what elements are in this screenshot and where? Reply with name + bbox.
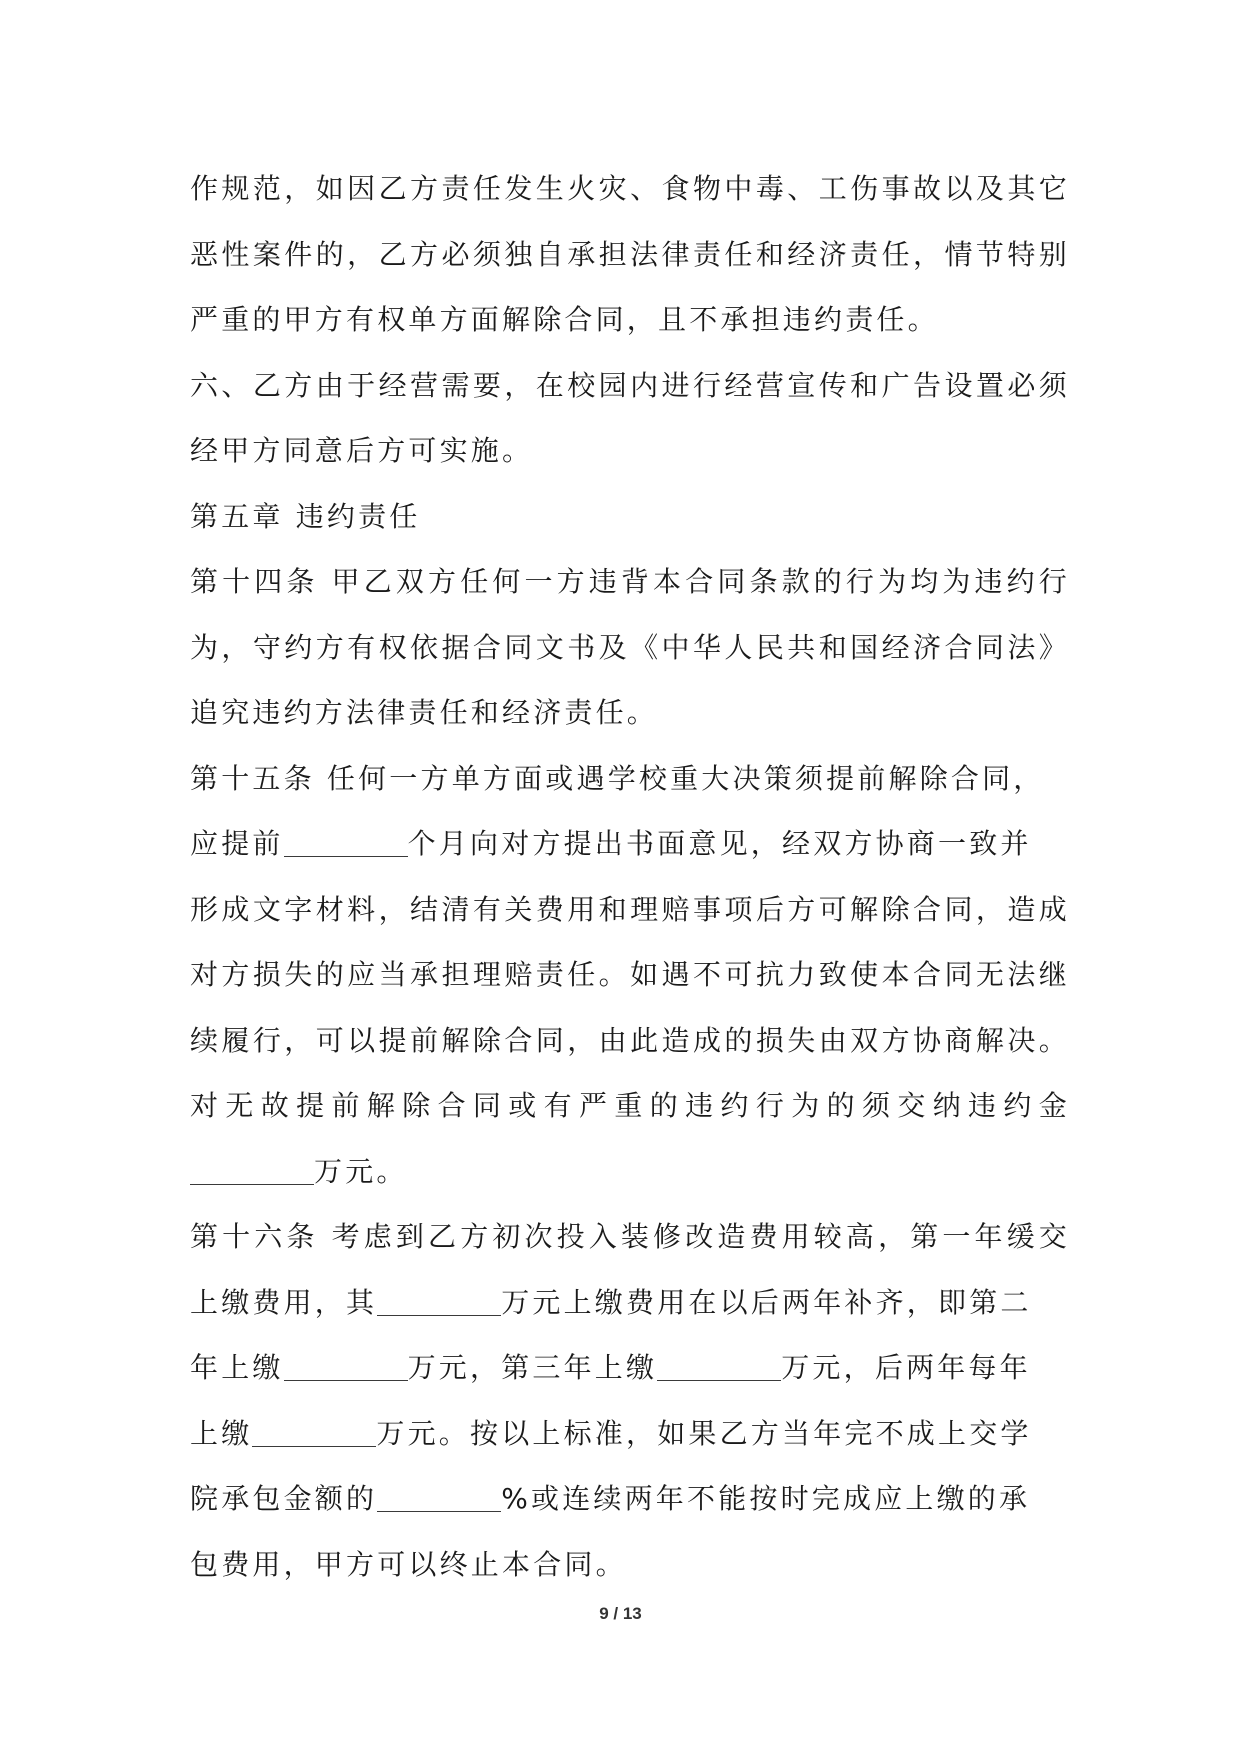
line-text: 万元。按以上标准，如果乙方当年完不成上交学 [376,1416,1032,1450]
chapter-heading: 第五章 违约责任 [190,499,421,533]
article-16-line: 第十六条 考虑到乙方初次投入装修改造费用较高，第一年缓交 [190,1220,1070,1253]
line-text: 万元，第三年上缴 [407,1351,658,1384]
article-16-line [190,1270,1070,1336]
article-15-line: 对无故提前解除合同或有严重的违约行为的须交纳违约金 [190,1089,1070,1122]
line-text: %或连续两年不能按时完成应上缴的承 [501,1482,1031,1515]
article-15-line: 续履行，可以提前解除合同，由此造成的损失由双方协商解决。 [190,1023,1070,1057]
paragraph-line: 作规范，如因乙方责任发生火灾、食物中毒、工伤事故以及其它 [190,172,1070,205]
document-body [190,156,1070,1597]
line-prefix: 院承包金额的 [190,1482,378,1515]
article-14-line: 为，守约方有权依据合同文书及《中华人民共和国经济合同法》 [190,630,1070,664]
fill-in-blank [284,826,408,857]
fill-in-blank [284,1350,408,1381]
fill-in-blank [252,1416,376,1447]
paragraph-line: 严重的甲方有权单方面解除合同，且不承担违约责任。 [190,303,939,336]
article-14-line: 追究违约方法律责任和经济责任。 [190,696,659,729]
article-15-line [190,1139,1070,1205]
article-16-line [190,1401,1070,1467]
article-16-line: 包费用，甲方可以终止本合同。 [190,1547,627,1581]
article-15-line: 形成文字材料，结清有关费用和理赔事项后方可解除合同，造成 [190,892,1070,926]
paragraph-line: 恶性案件的，乙方必须独自承担法律责任和经济责任，情节特别 [190,237,1070,271]
line-text: 万元，后两年每年 [781,1351,1031,1384]
fill-in-blank [657,1350,781,1381]
page-number: 9 / 13 [599,1604,642,1623]
fill-in-blank [190,1154,314,1185]
line-text: 个月向对方提出书面意见，经双方协商一致并 [407,827,1032,860]
fill-in-blank [377,1481,501,1512]
line-text: 万元上缴费用在以后两年补齐，即第二 [501,1285,1032,1319]
line-prefix: 应提前 [190,827,284,860]
line-prefix: 年上缴 [190,1351,284,1384]
article-15-line [190,811,1070,877]
article-16-line [190,1335,1070,1401]
article-16-line [190,1466,1070,1532]
line-prefix: 上缴 [190,1416,253,1450]
line-text: 万元。 [314,1154,408,1188]
article-14-line: 第十四条 甲乙双方任何一方违背本合同条款的行为均为违约行 [190,565,1070,598]
paragraph-line: 经甲方同意后方可实施。 [190,434,534,467]
paragraph-line: 六、乙方由于经营需要，在校园内进行经营宣传和广告设置必须 [190,368,1070,402]
line-prefix: 上缴费用，其 [190,1285,378,1319]
fill-in-blank [377,1285,501,1316]
article-15-line: 第十五条 任何一方单方面或遇学校重大决策须提前解除合同， [190,761,1045,795]
article-15-line: 对方损失的应当承担理赔责任。如遇不可抗力致使本合同无法继 [190,958,1070,991]
